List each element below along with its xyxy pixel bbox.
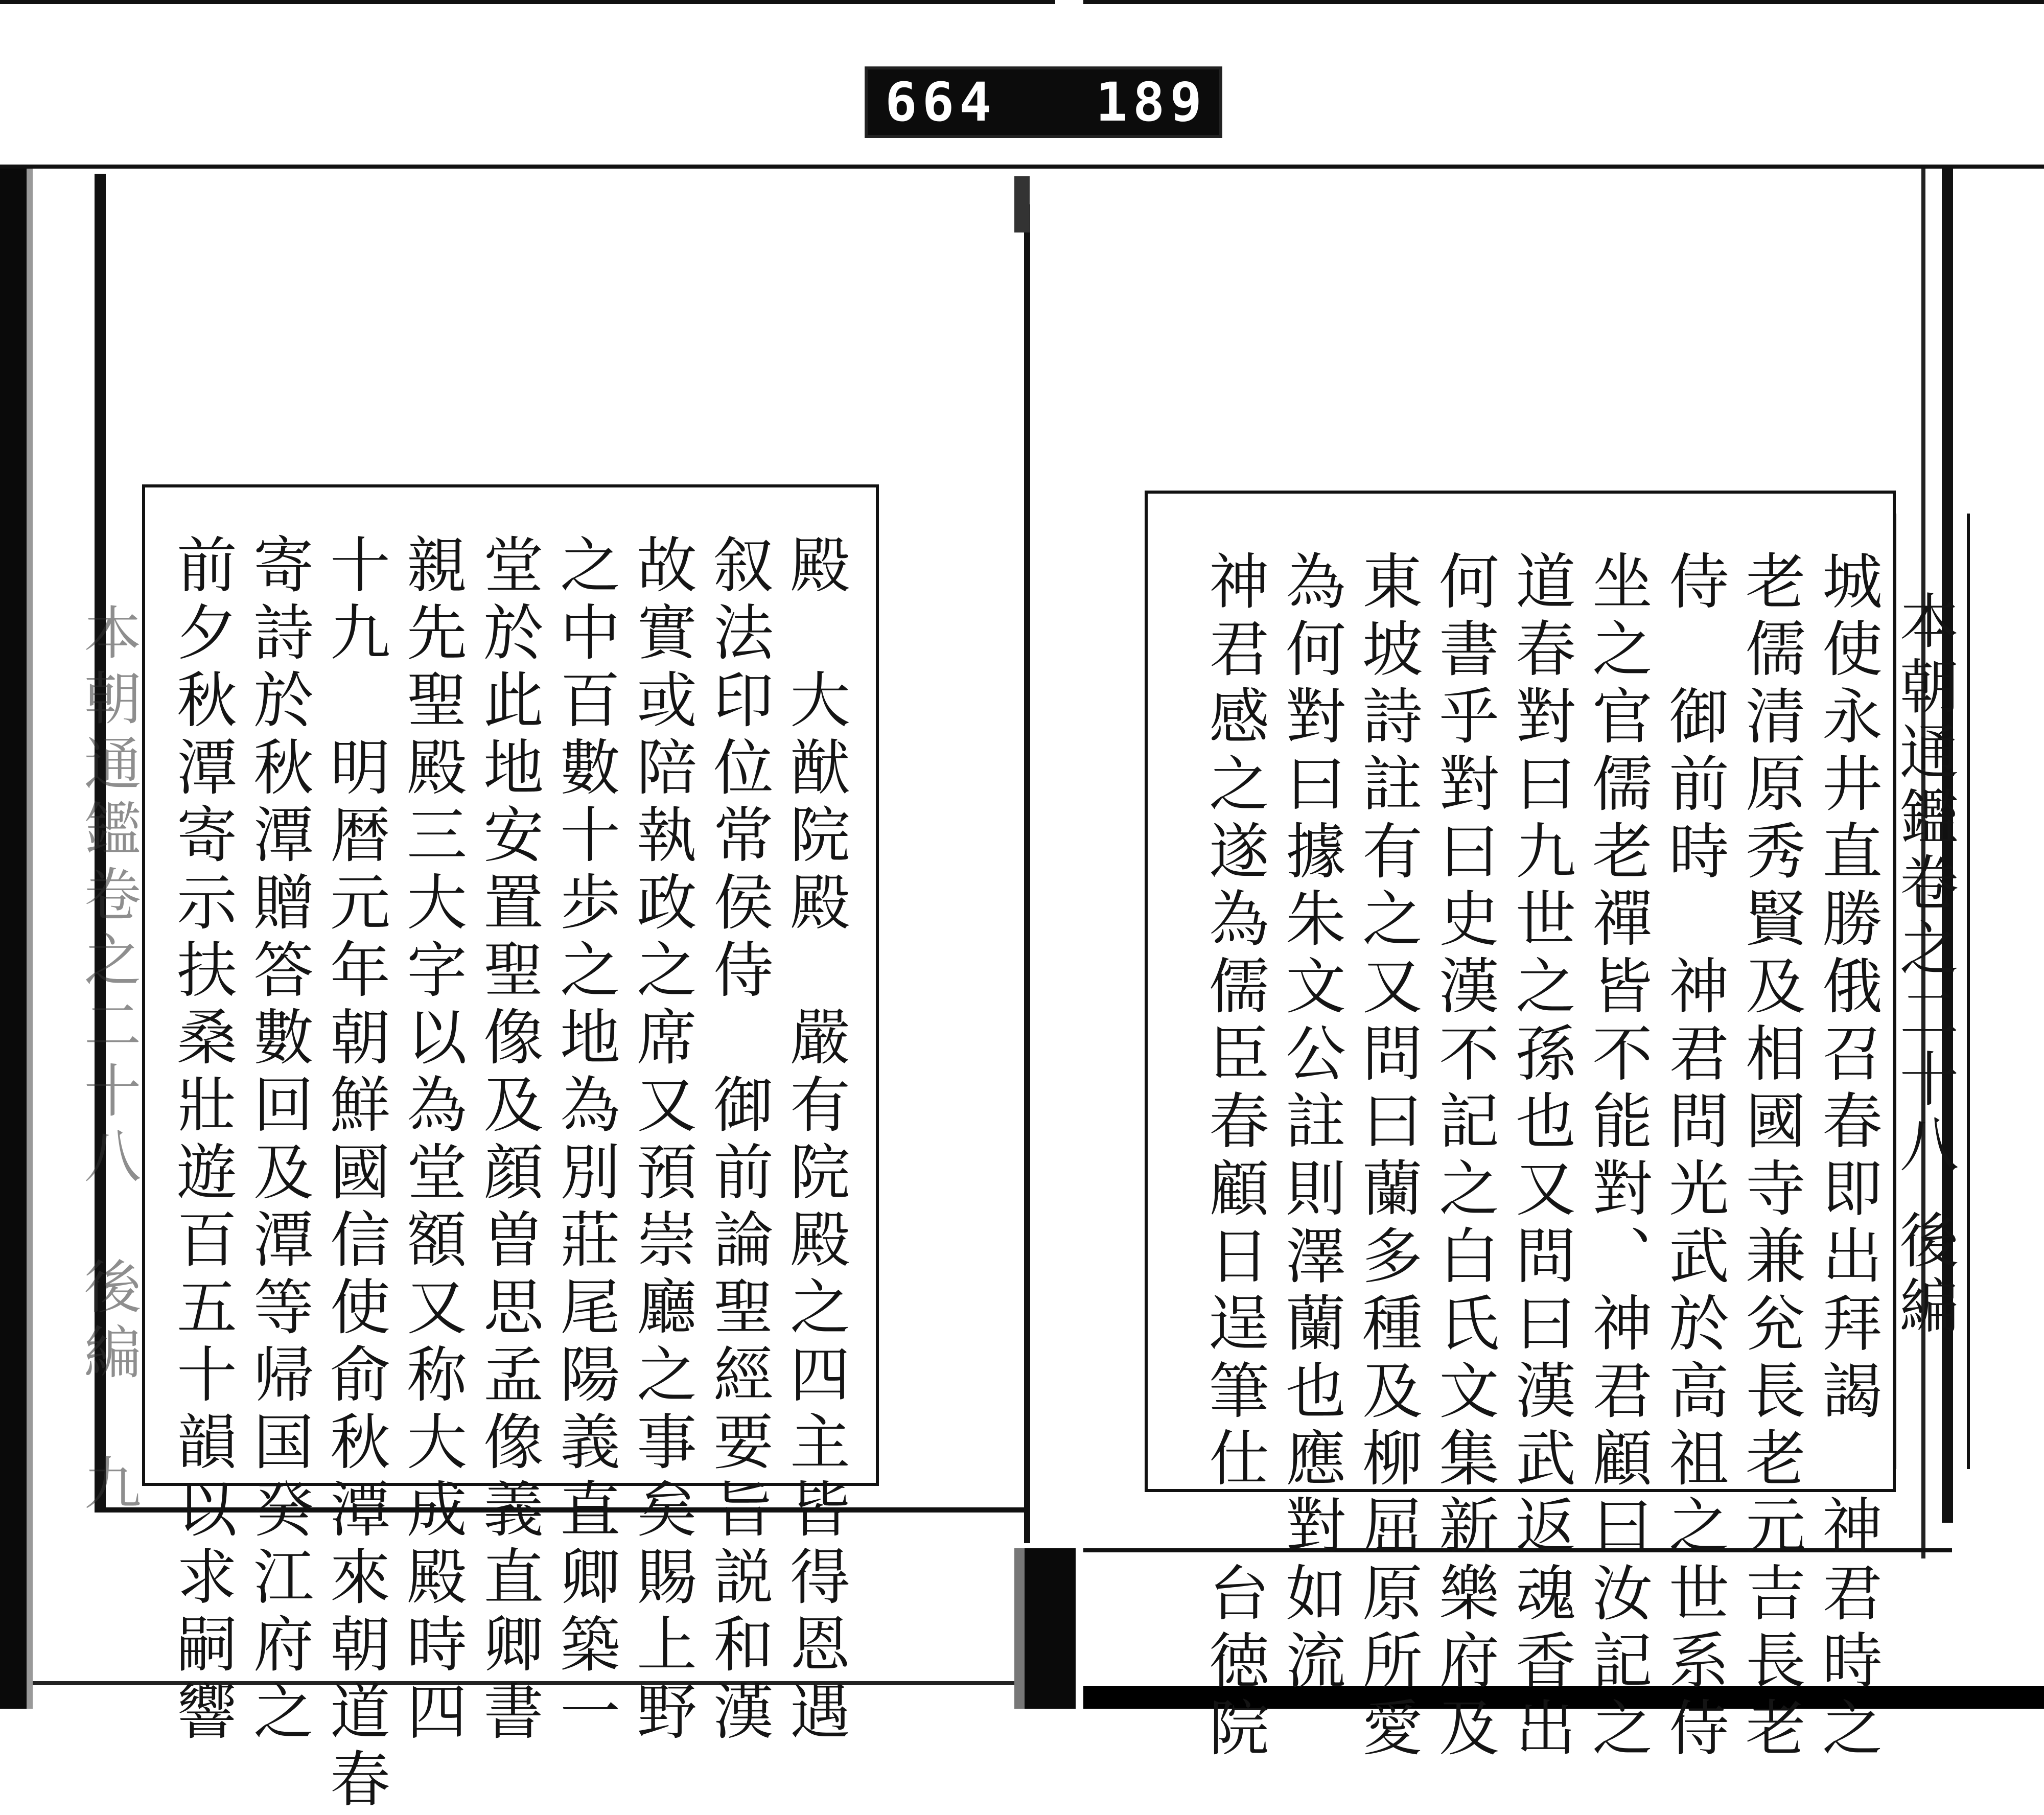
left-col-4: 之中百數十歩之地為別莊尾陽義直卿築一 xyxy=(550,533,620,1748)
archive-number-label xyxy=(865,66,1222,138)
right-col-8: 為何對曰據朱文公註則澤蘭也應對如流 xyxy=(1275,550,1346,1696)
right-side-section: 後編 xyxy=(1890,1209,1959,1340)
left-book-edge-inner xyxy=(27,169,33,1709)
archive-number-right: 189 xyxy=(1096,71,1207,133)
left-col-1: 殿 大猷院殿 嚴有院殿之四主皆得恩遇 xyxy=(780,533,850,1748)
scan-top-rule-right xyxy=(1083,0,2044,4)
right-side-title-strip xyxy=(1890,514,1970,1469)
right-col-1: 城使永井直勝俄召春即出拜謁 神君時之 xyxy=(1812,550,1883,1764)
left-col-9: 前夕秋潭寄示扶桑壯遊百五十韻以求嗣響 xyxy=(167,533,237,1748)
left-col-6: 親先聖殿三大字以為堂額又称大成殿時四 xyxy=(397,533,467,1748)
left-book-edge xyxy=(0,169,27,1709)
left-col-2: 叙法印位常侯侍 御前論聖經要旨説和漢 xyxy=(703,533,774,1748)
right-col-9: 神君感之遂為儒臣春顧日逞筆仕 台徳院 xyxy=(1199,550,1269,1764)
left-col-7: 十九 明暦元年朝鮮國信使俞秋潭來朝道春 xyxy=(320,533,390,1815)
right-col-4: 坐之官儒老禪皆不能對、神君顧曰汝記之 xyxy=(1582,550,1653,1764)
right-col-5: 道春對曰九世之孫也又問曰漢武返魂香出 xyxy=(1505,550,1576,1764)
book-gutter xyxy=(1024,204,1030,1543)
right-col-3: 侍 御前時 神君問光武於高祖之世系侍 xyxy=(1659,550,1729,1764)
right-text-frame xyxy=(1145,491,1896,1764)
scan-top-rule xyxy=(0,0,1055,4)
left-text-frame xyxy=(142,484,879,1815)
right-col-7: 東坡詩註有之又問曰蘭多種及柳屈原所愛 xyxy=(1352,550,1423,1764)
right-side-title: 本朝通鑑卷之二十八 xyxy=(1890,590,1959,1179)
right-col-6: 何書乎對曰史漢不記之白氏文集新樂府及 xyxy=(1429,550,1499,1764)
left-col-3: 故實或陪執政之席又預崇廳之事矣賜上野 xyxy=(626,533,697,1748)
gutter-clip xyxy=(1014,176,1030,232)
left-side-title: 本朝通鑑卷之二十八 後編 九 xyxy=(75,603,141,1519)
left-col-5: 堂於此地安置聖像及顔曽思孟像義直卿書 xyxy=(473,533,544,1748)
left-col-8: 寄詩於秋潭贈答數回及潭等帰国癸江府之 xyxy=(243,533,314,1748)
right-col-2: 老儒清原秀賢及相國寺兼兊長老元吉長老 xyxy=(1735,550,1806,1764)
archive-number-left: 664 xyxy=(885,71,996,133)
scan-fold-line xyxy=(0,165,2044,169)
gutter-bottom-band xyxy=(1014,1548,1025,1709)
